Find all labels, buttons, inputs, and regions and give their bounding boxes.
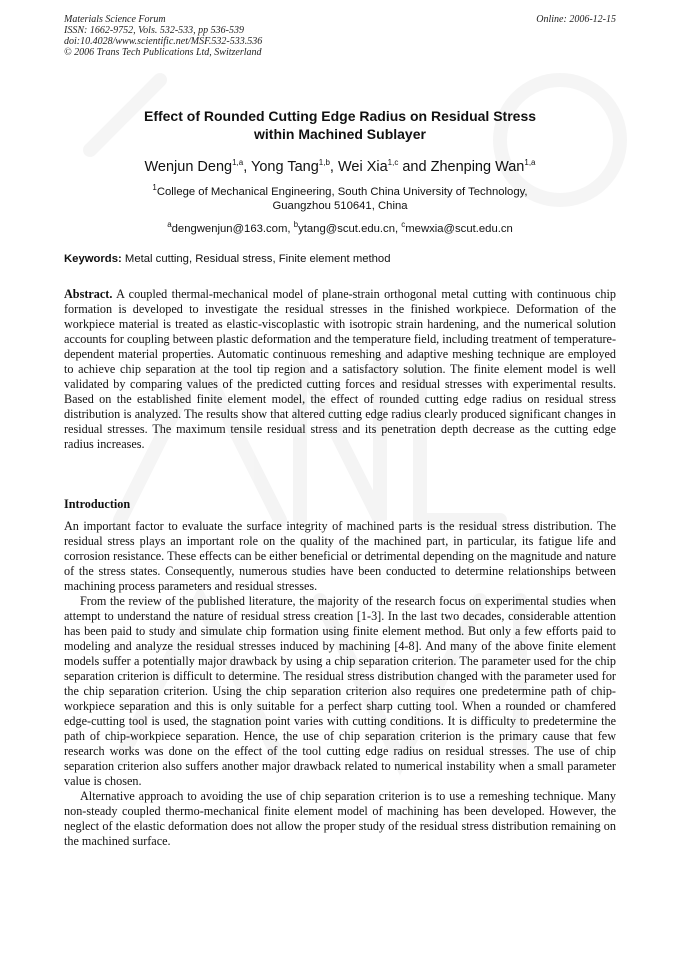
email-address[interactable]: mewxia@scut.edu.cn xyxy=(405,222,513,235)
keywords-label: Keywords: xyxy=(64,253,122,265)
paper-title xyxy=(64,107,616,143)
author-name: Wei Xia xyxy=(337,158,388,175)
title-line-1: Effect of Rounded Cutting Edge Radius on Residual Stress xyxy=(143,108,537,124)
author-affiliation-mark: 1,a xyxy=(232,158,244,167)
abstract xyxy=(64,287,616,452)
issn-line: ISSN: 1662-9752, Vols. 532-533, pp 536-539 xyxy=(64,25,244,36)
doi-link[interactable]: doi:10.4028/www.scientific.net/MSF.532-533.536 xyxy=(64,36,263,47)
keywords-text: Metal cutting, Residual stress, Finite element method xyxy=(121,253,391,265)
section-heading-introduction: Introduction xyxy=(64,497,131,511)
author-list xyxy=(64,153,616,177)
email-mark: c xyxy=(401,220,406,229)
author-affiliation-mark: 1,c xyxy=(387,158,399,167)
author-name: Zhenping Wan xyxy=(430,158,525,175)
affiliation xyxy=(64,181,616,213)
journal-header xyxy=(64,14,616,58)
paragraph: From the review of the published literature, the majority of the research focus on experimental studies when attempt to understand the nature of residual stress creation [1-3]. In the last two decades, considerable attention has been paid to study and simulate chip formation using finite element method. But only a few efforts paid to modeling and analyze the residual stresses induced by machining [4-8]. And many of the above finite element models suffer a potentially major drawback by using a chip separation criterion. The parameter used for the chip separation criterion is difficult to determine. The residual stress distribution changed with the parameter used for the chip separation criterion. Using the chip separation criterion also requires one predetermine path of chip-workpiece separation and this is only suitable for a perfect sharp cutting tool. When a rounded or chamfered edge-cutting tool is used, the stagnation point varies with cutting conditions. It is difficulty to predetermine the path of chip-workpiece separation. Hence, the use of chip separation criterion is the primary cause that few research works was done on the effect of the tool cutting edge radius on residual stresses. The use of chip separation criterion also suffers another major drawback related to numerical instability when a small parameter value is chosen. xyxy=(64,594,616,788)
email-mark: b xyxy=(293,220,299,229)
abstract-text: A coupled thermal-mechanical model of plane-strain orthogonal metal cutting with continuous chip formation is developed to investigate the residual stresses in the finished workpiece. Deformation of the workpiece material is treated as elastic-viscoplastic with isotropic strain hardening, and the numerical solution accounts for coupling between plastic deformation and the temperature field, including treatment of temperature-dependent material properties. Automatic continuous remeshing and adaptive meshing technique are employed to achieve chip separation at the tool tip region and a satisfactory solution. The finite element model is well validated by comparing values of the predicted cutting forces and residual stresses with experimental results. Based on the established finite element model, the effect of rounded cutting edge radius on residual stress distribution is analyzed. The results show that altered cutting edge radius clearly produced significant changes in residual stresses. The maximum tensile residual stress and its penetration depth decrease as the cutting edge radius increases. xyxy=(64,287,616,451)
journal-name: Materials Science Forum xyxy=(64,14,166,25)
author-separator: , xyxy=(243,158,252,175)
author-name: Wenjun Deng xyxy=(144,158,233,175)
author-name: Yong Tang xyxy=(251,158,319,175)
affiliation-line-1: College of Mechanical Engineering, South China University of Technology, xyxy=(156,185,528,198)
keywords xyxy=(64,252,616,266)
author-separator: , xyxy=(329,158,338,175)
author-emails xyxy=(64,218,616,236)
paragraph: Alternative approach to avoiding the use of chip separation criterion is to use a remeshing technique. Many non-steady coupled thermo-mechanical finite element model of machining has been developed. However, the neglect of the elastic deformation does not allow the proper study of the residual stress distribution remaining on the machined surface. xyxy=(64,789,616,848)
abstract-label: Abstract. xyxy=(64,287,113,301)
affiliation-mark: 1 xyxy=(152,183,157,192)
email-address[interactable]: ytang@scut.edu.cn, xyxy=(298,222,402,235)
email-mark: a xyxy=(167,220,172,229)
author-separator: and xyxy=(398,158,431,175)
author-affiliation-mark: 1,b xyxy=(318,158,330,167)
online-date: Online: 2006-12-15 xyxy=(536,14,616,25)
introduction-body xyxy=(64,519,616,849)
author-affiliation-mark: 1,a xyxy=(524,158,536,167)
paragraph: An important factor to evaluate the surface integrity of machined parts is the residual stress distribution. The residual stress plays an important role on the quality of the machined part, in particular, its fatigue life and corrosion resistance. These effects can be either beneficial or detrimental depending on the magnitude and nature of the stress states. Consequently, numerous studies have been conducted to determine relationships between machining process parameters and residual stresses. xyxy=(64,519,616,593)
copyright-line: © 2006 Trans Tech Publications Ltd, Switzerland xyxy=(64,47,262,58)
affiliation-line-2: Guangzhou 510641, China xyxy=(272,199,408,212)
title-line-2: within Machined Sublayer xyxy=(254,126,426,142)
email-address[interactable]: dengwenjun@163.com, xyxy=(171,222,294,235)
